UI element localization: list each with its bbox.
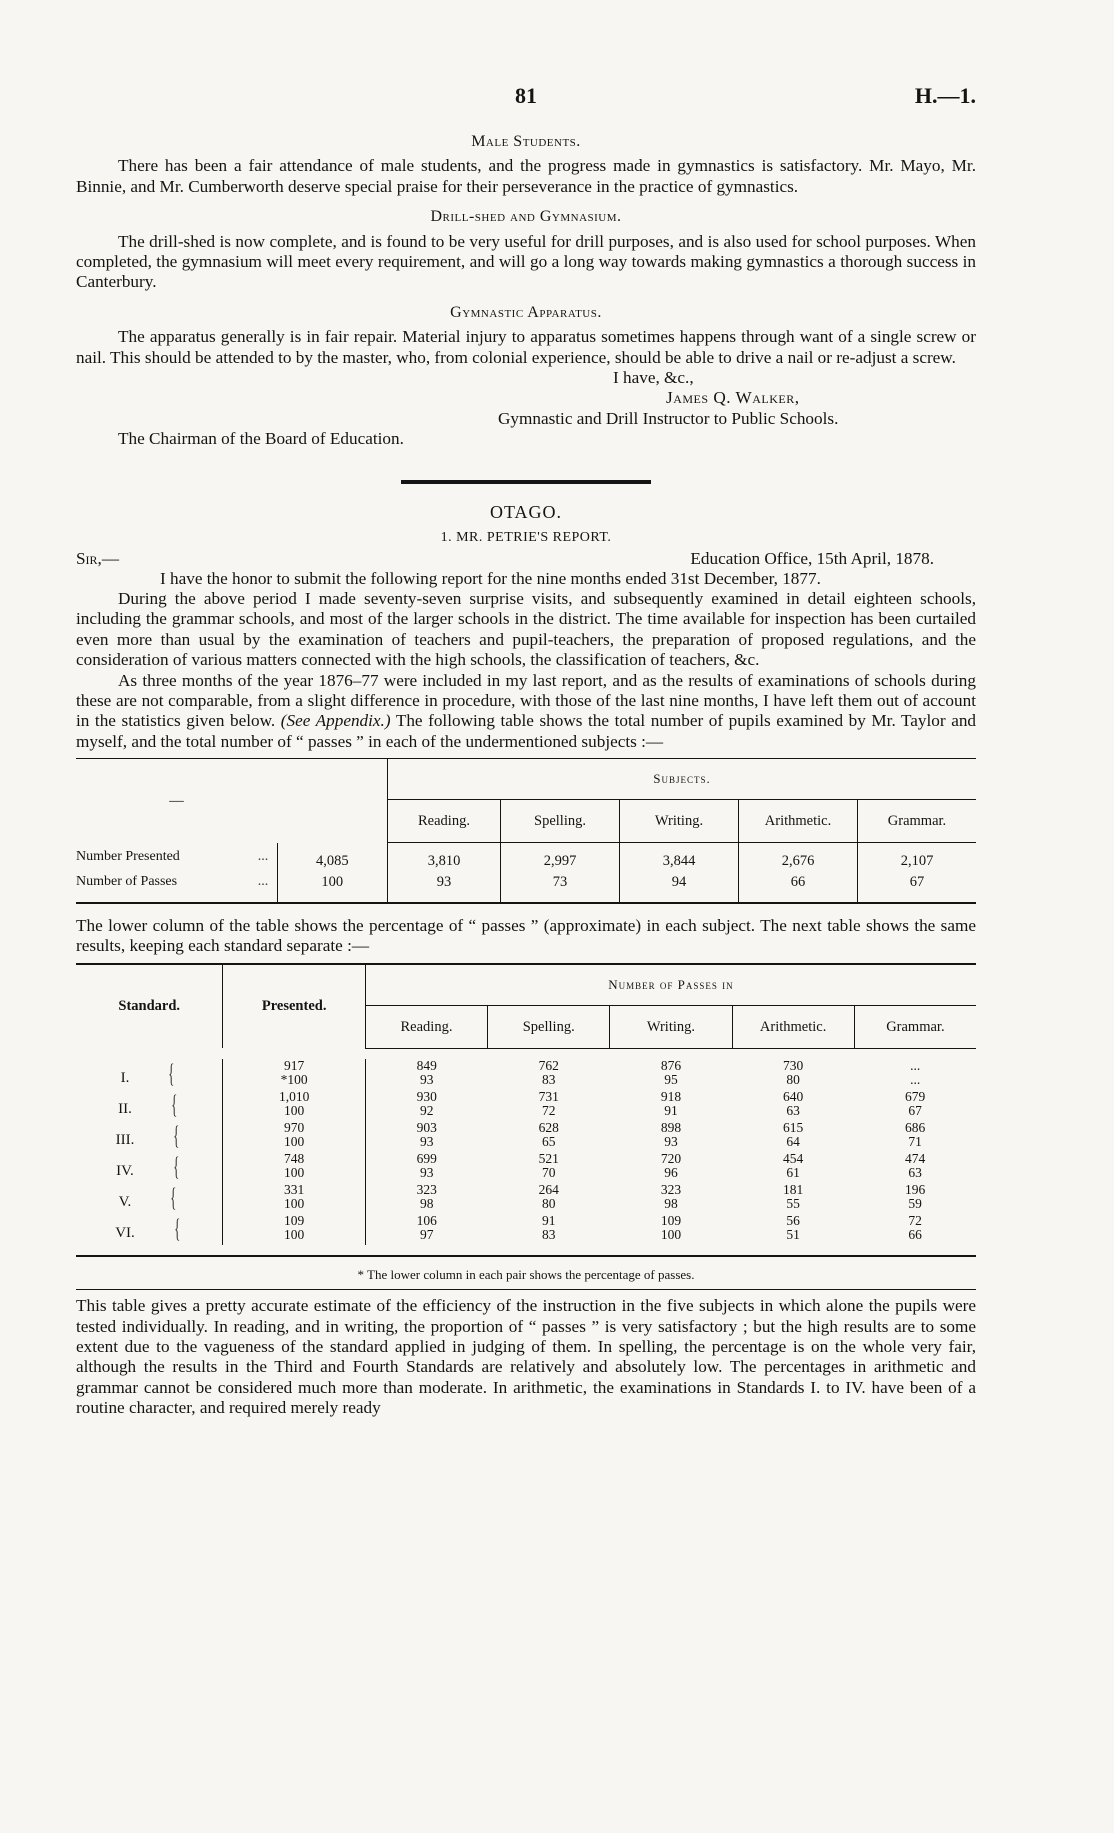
table-footnote: * The lower column in each pair shows the percentage of passes.	[357, 1266, 695, 1282]
brace-icon: {	[170, 1090, 178, 1120]
section-heading-drill-shed: Drill-shed and Gymnasium.	[430, 208, 622, 226]
standards-table	[76, 963, 976, 1257]
standard-column-header: Standard.	[118, 998, 181, 1015]
cell: 2,676	[739, 843, 858, 872]
cell: 72	[908, 1212, 922, 1228]
presented-column-header: Presented.	[223, 965, 365, 1049]
cell: 628	[538, 1119, 559, 1135]
signature-name: James Q. Walker,	[666, 388, 800, 408]
column-header: Arithmetic.	[739, 800, 858, 843]
cell: 51	[786, 1227, 800, 1243]
signature-title: Gymnastic and Drill Instructor to Public Schools.	[498, 408, 839, 428]
cell: 93	[388, 872, 501, 902]
cell: 323	[660, 1181, 682, 1197]
cell: *100	[280, 1072, 308, 1088]
cell: 686	[905, 1119, 926, 1135]
paragraph-closing: This table gives a pretty accurate estimate of the efficiency of the instruction in the five subjects in which alone the pupils were tested individually. In reading, and in writing, the proportion of “ passes ” is very satisfactory ; but the high results are to some extent due to the vagueness of the standard applied in judging of them. In spelling, the percentage is on the whole very fair, although the results in the Third and Fourth Standards are relatively and absolutely low. The percentages in arithmetic and grammar cannot be considered much more than moderate. In arithmetic, the examinations in Standards I. to IV. have been of a routine character, and required merely ready	[76, 1296, 976, 1418]
cell: 109	[284, 1212, 305, 1228]
passes-group-header: Number of Passes in	[365, 965, 976, 1006]
brace-icon: {	[173, 1214, 181, 1244]
table-row	[76, 872, 976, 902]
cell: 898	[660, 1119, 682, 1135]
document-reference: H.—1.	[914, 83, 976, 108]
paragraph-male-students: There has been a fair attendance of male students, and the progress made in gymnastics is satisfactory. Mr. Mayo, Mr. Binnie, and Mr. Cumberworth deserve special praise for their perseverance in the practice of gymnastics.	[76, 156, 976, 196]
page-header	[76, 83, 976, 122]
subjects-group-header: Subjects.	[388, 759, 977, 800]
cell: 95	[664, 1072, 678, 1088]
cell: 1,010	[278, 1088, 310, 1104]
cell: 454	[783, 1150, 804, 1166]
salutation: Sir,—	[76, 548, 120, 568]
cell: 59	[908, 1196, 922, 1212]
paragraph-between-tables: The lower column of the table shows the percentage of “ passes ” (approximate) in each subject. The next table shows the same results, keeping each standard separate :—	[76, 915, 976, 956]
table-row	[76, 1059, 976, 1090]
row-label: Number of Passes	[76, 873, 178, 889]
cell: 100	[284, 1165, 305, 1181]
table-row	[76, 843, 976, 872]
salutation-row	[76, 549, 976, 569]
paragraph-statistics-part1: As three months of the year 1876–77 were included in my last report, and as the results of examinations of schools during these are not comparable, from a slight difference in procedure, with those of the last nine months, I have left them out of account in the statistics given below.	[76, 670, 976, 731]
brace-icon: {	[172, 1152, 180, 1182]
column-header: Arithmetic.	[732, 1005, 854, 1048]
cell: 521	[538, 1150, 559, 1166]
cell: 917	[284, 1057, 305, 1073]
standard-label: V.	[118, 1194, 132, 1211]
cell: 65	[541, 1134, 556, 1150]
column-header: Writing.	[620, 800, 739, 843]
cell: 100	[660, 1227, 682, 1243]
column-header: Spelling.	[501, 800, 620, 843]
cell: 66	[908, 1227, 922, 1243]
column-header: Grammar.	[854, 1005, 976, 1048]
cell: 970	[284, 1119, 305, 1135]
brace-icon: {	[168, 1059, 175, 1089]
cell: 3,844	[620, 843, 739, 872]
cell: 92	[420, 1103, 434, 1119]
cell: 93	[664, 1134, 678, 1150]
cell: 903	[416, 1119, 437, 1135]
see-appendix: (See Appendix.)	[280, 711, 391, 731]
cell: 67	[858, 872, 977, 902]
cell: 730	[783, 1057, 804, 1073]
cell: 91	[664, 1103, 678, 1119]
cell: 474	[905, 1150, 926, 1166]
cell: 876	[660, 1057, 682, 1073]
cell: 100	[284, 1103, 305, 1119]
table-row	[76, 1183, 976, 1214]
subjects-table	[76, 758, 976, 904]
cell: 699	[416, 1150, 437, 1166]
cell: 264	[538, 1181, 559, 1197]
standard-label: IV.	[116, 1163, 134, 1180]
addressee: The Chairman of the Board of Education.	[118, 429, 404, 449]
cell: 73	[501, 872, 620, 902]
cell: 93	[420, 1072, 434, 1088]
column-header: Writing.	[610, 1005, 732, 1048]
cell: 918	[660, 1088, 682, 1104]
table-stub: —	[169, 792, 184, 809]
cell: 70	[541, 1165, 556, 1181]
standard-label: I.	[120, 1070, 130, 1087]
section-divider	[401, 480, 651, 484]
cell: ...	[910, 1072, 921, 1088]
cell: 98	[420, 1196, 434, 1212]
cell: 3,810	[388, 843, 501, 872]
paragraph-intro: I have the honor to submit the following report for the nine months ended 31st December, 1877.	[160, 568, 821, 588]
cell: 106	[416, 1212, 437, 1228]
cell: ...	[910, 1057, 921, 1073]
column-header: Grammar.	[858, 800, 977, 843]
brace-icon: {	[170, 1183, 177, 1213]
section-heading-male-students: Male Students.	[471, 133, 581, 150]
cell: 100	[284, 1134, 305, 1150]
table-row	[76, 1121, 976, 1152]
column-header: Reading.	[388, 800, 501, 843]
cell: 71	[908, 1134, 922, 1150]
column-header: Reading.	[365, 1005, 487, 1048]
table-row	[76, 1152, 976, 1183]
otago-heading: OTAGO.	[489, 501, 563, 522]
cell-total: 100	[277, 872, 388, 902]
cell: 80	[786, 1072, 800, 1088]
cell: 56	[786, 1212, 800, 1228]
cell: 66	[739, 872, 858, 902]
paragraph-statistics-part2: The following table shows the total number of pupils examined by Mr. Taylor and myself, and the total number of “ passes ” in each of the undermentioned subjects :—	[76, 711, 977, 751]
cell: 98	[664, 1196, 678, 1212]
cell: 83	[541, 1072, 556, 1088]
footnote-rule	[76, 1289, 976, 1290]
cell: 731	[538, 1088, 559, 1104]
cell-total: 4,085	[277, 843, 388, 872]
section-heading-gymnastic-apparatus: Gymnastic Apparatus.	[450, 303, 602, 321]
standard-label: III.	[115, 1132, 135, 1149]
cell: 64	[786, 1134, 800, 1150]
cell: 2,997	[501, 843, 620, 872]
dateline: Education Office, 15th April, 1878.	[690, 548, 934, 568]
column-header: Spelling.	[488, 1005, 610, 1048]
cell: 61	[786, 1165, 800, 1181]
cell: 93	[420, 1134, 434, 1150]
leader-dots: ...	[257, 848, 269, 864]
cell: 181	[783, 1181, 804, 1197]
cell: 80	[541, 1196, 556, 1212]
cell: 72	[541, 1103, 556, 1119]
cell: 196	[905, 1181, 926, 1197]
paragraph-gymnastic-apparatus: The apparatus generally is in fair repair. Material injury to apparatus sometimes happens through want of a single screw or nail. This should be attended to by the master, who, from colonial experience, should be able to drive a nail or re-adjust a screw.	[76, 327, 976, 367]
document-page	[76, 83, 977, 1419]
table-row	[76, 1214, 976, 1245]
cell: 100	[284, 1196, 305, 1212]
cell: 96	[664, 1165, 678, 1181]
signature-closing: I have, &c.,	[613, 368, 694, 388]
cell: 2,107	[858, 843, 977, 872]
page-number: 81	[515, 83, 537, 108]
cell: 67	[908, 1103, 922, 1119]
cell: 748	[284, 1150, 305, 1166]
cell: 849	[416, 1057, 437, 1073]
cell: 93	[420, 1165, 434, 1181]
leader-dots: ...	[257, 873, 269, 889]
report-title: 1. MR. PETRIE'S REPORT.	[440, 530, 612, 546]
paragraph-visits: During the above period I made seventy-seven surprise visits, and subsequently examined in detail eighteen schools, including the grammar schools, and most of the larger schools in the district. The time available for inspection has been curtailed even more than usual by the examination of teachers and pupil-teachers, the preparation of proposed regulations, and the consideration of various matters connected with the high schools, the classification of teachers, &c.	[76, 588, 976, 670]
row-label: Number Presented	[76, 848, 180, 864]
cell: 91	[541, 1212, 556, 1228]
cell: 63	[786, 1103, 800, 1119]
standard-label: VI.	[115, 1225, 135, 1242]
cell: 615	[783, 1119, 804, 1135]
cell: 109	[660, 1212, 682, 1228]
cell: 640	[783, 1088, 804, 1104]
cell: 94	[620, 872, 739, 902]
cell: 83	[541, 1227, 556, 1243]
cell: 331	[284, 1181, 305, 1197]
table-row	[76, 1090, 976, 1121]
cell: 762	[538, 1057, 559, 1073]
paragraph-statistics	[76, 671, 976, 753]
brace-icon: {	[173, 1121, 180, 1151]
cell: 720	[660, 1150, 682, 1166]
cell: 679	[905, 1088, 926, 1104]
cell: 930	[416, 1088, 437, 1104]
standard-label: II.	[118, 1101, 132, 1118]
cell: 97	[420, 1227, 434, 1243]
cell: 55	[786, 1196, 800, 1212]
cell: 100	[284, 1227, 305, 1243]
paragraph-drill-shed: The drill-shed is now complete, and is found to be very useful for drill purposes, and is also used for school purposes. When completed, the gymnasium will meet every requirement, and will go a long way towards making gymnastics a thorough success in Canterbury.	[76, 231, 976, 292]
cell: 63	[908, 1165, 922, 1181]
cell: 323	[416, 1181, 437, 1197]
